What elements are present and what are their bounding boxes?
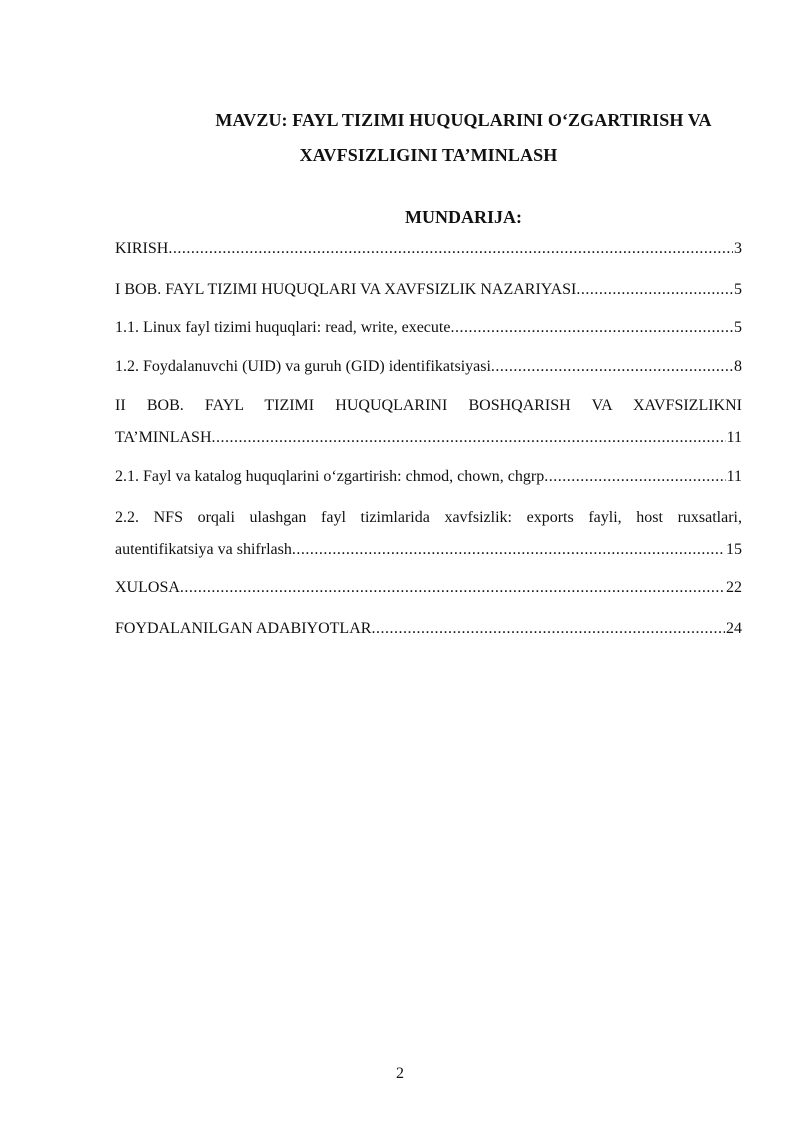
toc-entry-kirish[interactable] xyxy=(115,238,742,260)
toc-entry-page: 3 xyxy=(734,240,742,257)
toc-leader-dots xyxy=(544,466,725,488)
toc-entry-section-2-2[interactable] xyxy=(115,539,742,561)
toc-entry-label: I BOB. FAYL TIZIMI HUQUQLARI VA XAVFSIZLIK NAZARIYASI xyxy=(115,281,577,298)
toc-entry-label: 1.1. Linux fayl tizimi huquqlari: read, write, execute xyxy=(115,319,451,336)
toc-leader-dots xyxy=(371,618,725,640)
title-line-2: XAVFSIZLIGINI TA’MINLASH xyxy=(299,145,558,165)
toc-entry-chapter-2[interactable] xyxy=(115,427,742,449)
toc-entry-label: XULOSA xyxy=(115,579,180,596)
toc-entry-xulosa[interactable] xyxy=(115,577,742,599)
toc-entry-section-1-1[interactable] xyxy=(115,317,742,339)
toc-leader-dots xyxy=(292,539,725,561)
toc-entry-label: FOYDALANILGAN ADABIYOTLAR xyxy=(115,620,372,637)
toc-entry-references[interactable] xyxy=(115,618,742,640)
toc-entry-label: 1.2. Foydalanuvchi (UID) va guruh (GID) identifikatsiyasi xyxy=(115,358,491,375)
toc-leader-dots xyxy=(491,356,733,378)
toc-entry-page: 11 xyxy=(726,429,742,446)
toc-leader-dots xyxy=(180,577,725,599)
toc-leader-dots xyxy=(212,427,726,449)
toc-entry-page: 24 xyxy=(726,620,742,637)
page-number: 2 xyxy=(396,1065,404,1082)
toc-entry-page: 5 xyxy=(734,281,742,298)
toc-leader-dots xyxy=(576,279,733,301)
toc-leader-dots xyxy=(168,238,733,260)
toc-entry-page: 11 xyxy=(726,468,742,485)
toc-entry-chapter-2-line-1[interactable]: II BOB. FAYL TIZIMI HUQUQLARINI BOSHQARISH VA XAVFSIZLIKNI xyxy=(115,397,742,414)
toc-entry-page: 8 xyxy=(734,358,742,375)
title-line-1: MAVZU: FAYL TIZIMI HUQUQLARINI O‘ZGARTIRISH VA xyxy=(215,110,712,130)
toc-entry-page: 22 xyxy=(726,579,742,596)
toc-entry-page: 15 xyxy=(726,541,742,558)
toc-entry-label: TA’MINLASH xyxy=(115,429,212,446)
toc-entry-section-2-2-line-1[interactable]: 2.2. NFS orqali ulashgan fayl tizimlarida xavfsizlik: exports fayli, host ruxsatlari, xyxy=(115,509,742,526)
toc-entry-page: 5 xyxy=(734,319,742,336)
toc-entry-label: autentifikatsiya va shifrlash xyxy=(115,541,292,558)
toc-entry-label: KIRISH xyxy=(115,240,169,257)
toc-leader-dots xyxy=(450,317,733,339)
toc-heading: MUNDARIJA: xyxy=(405,207,522,227)
toc-entry-section-2-1[interactable] xyxy=(115,466,742,488)
toc-entry-section-1-2[interactable] xyxy=(115,356,742,378)
toc-entry-label: 2.1. Fayl va katalog huquqlarini o‘zgartirish: chmod, chown, chgrp xyxy=(115,468,545,485)
toc-entry-chapter-1[interactable] xyxy=(115,279,742,301)
